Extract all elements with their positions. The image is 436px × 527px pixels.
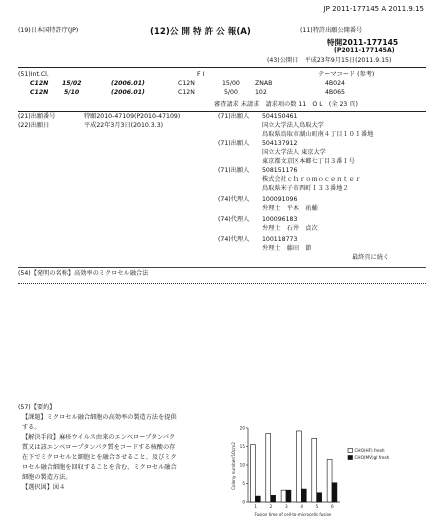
filing-date: 平成22年3月3日(2010.3.3) [84, 122, 164, 129]
party-name: 国立大学法人鳥取大学 [262, 122, 324, 129]
party-id: 504150461 [262, 113, 298, 120]
ipc-subgroup: 5/10 [64, 89, 80, 96]
application-number: 特願2010-47109(P2010-47109) [84, 113, 181, 120]
examination-line: 審査請求 未請求 請求項の数 11 O L (全 23 頁) [214, 101, 358, 108]
bar [271, 495, 276, 502]
party-name: 株式会社ｃｈｒｏｍｏｃｅｎｔｅｒ [262, 176, 361, 183]
party-role-label: (71)出願人 [218, 167, 250, 174]
party-role-label: (74)代理人 [218, 236, 250, 243]
ipc-version: (2006.01) [111, 89, 145, 96]
continued-note: 最終頁に続く [352, 254, 390, 261]
y-tick-label: 0 [242, 499, 245, 505]
country-label: (19)日本国特許庁(JP) [18, 27, 79, 34]
legend-swatch [348, 456, 353, 460]
party-address: 鳥取県鳥取市湖山町南４丁目１０１番地 [262, 131, 374, 138]
header-rule [18, 67, 426, 68]
party-name: 国立大学法人 東京大学 [262, 149, 326, 156]
publication-date: (43)公開日 平成23年9月15日(2011.9.15) [267, 57, 392, 64]
ipc-subgroup: 15/02 [62, 80, 82, 87]
document-kind-title: (12)公 開 特 許 公 報(A) [150, 27, 251, 37]
party-address: 鳥取県米子市西町１３３番地２ [262, 185, 349, 192]
fi-code: C12N [178, 80, 195, 87]
fi-suffix: 102 [255, 89, 267, 96]
theme-code: 4B024 [325, 80, 345, 87]
bar [312, 438, 317, 502]
y-tick-label: 15 [239, 444, 245, 449]
x-tick-label: 3 [284, 504, 288, 509]
party-name: 弁理士 藤田 節 [262, 245, 312, 252]
abstract-line: 【課題】ミクロセル融合細胞の高効率の製造方法を提供 [22, 414, 177, 421]
abstract-line: 【解決手段】麻疹ウイルス由来のエンベロープタンパク [22, 434, 176, 441]
y-tick-label: 10 [239, 462, 245, 468]
party-id: 100096183 [262, 216, 298, 223]
fi-subgroup: 15/00 [222, 80, 240, 87]
party-role-label: (74)代理人 [218, 196, 250, 203]
party-id: 100091096 [262, 196, 298, 203]
fi-subgroup: 5/00 [224, 89, 238, 96]
party-name: 弁理士 石井 貞次 [262, 225, 318, 232]
fi-code: C12N [178, 89, 195, 96]
x-tick-label: 1 [254, 504, 258, 509]
party-name: 弁理士 平木 祐輔 [262, 205, 318, 212]
bar [250, 445, 255, 502]
party-role-label: (71)出願人 [218, 113, 250, 120]
x-tick-label: 5 [315, 504, 319, 509]
filing-date-label: (22)出願日 [18, 122, 50, 129]
classification-rule [18, 111, 426, 112]
invention-title: (54)【発明の名称】高効率のミクロセル融合法 [18, 270, 149, 277]
party-id: 100118773 [262, 236, 298, 243]
party-id: 508151176 [262, 167, 298, 174]
ipc-code: C12N [30, 89, 49, 96]
fi-label: F I [197, 71, 205, 78]
publication-number-alt: (P2011-177145A) [334, 47, 395, 54]
party-address: 東京都文京区本郷七丁目３番１号 [262, 158, 355, 165]
legend-label: CHO(MV)gl fresh [354, 455, 390, 460]
int-cl-label: (51)Int.Cl. [18, 71, 49, 78]
abstract-line: 在下でミクロセルと細胞とを融合させること、及びミク [22, 454, 177, 461]
abstract-line: 細胞の製造方法。 [22, 474, 72, 481]
ipc-version: (2006.01) [111, 80, 145, 87]
title-rule-top [18, 267, 426, 268]
party-id: 504137912 [262, 140, 298, 147]
legend-label: CHO(HF) fresh [354, 448, 385, 453]
abstract-line: ロセル融合細胞を回収することを含む、ミクロセル融合 [22, 464, 177, 471]
y-tick-label: 20 [239, 425, 245, 431]
x-axis-label: Fusion time of cell-to-microcells fusion [254, 512, 332, 517]
legend-swatch [348, 449, 353, 453]
x-tick-label: 6 [330, 504, 334, 509]
application-number-label: (21)出願番号 [18, 113, 56, 120]
x-tick-label: 2 [269, 504, 273, 509]
bar [255, 496, 260, 502]
publication-number-label: (11)特許出願公開番号 [300, 27, 363, 34]
theme-code: 4B065 [325, 89, 345, 96]
party-role-label: (74)代理人 [218, 216, 250, 223]
title-rule-bottom [18, 283, 426, 284]
party-role-label: (71)出願人 [218, 140, 250, 147]
abstract-line: する。 [22, 424, 41, 431]
bar [296, 431, 301, 502]
figure-4-chart [226, 418, 428, 518]
bar [266, 434, 271, 502]
ipc-code: C12N [30, 80, 49, 87]
abstract-line: 【選択図】図４ [22, 484, 66, 491]
bar [327, 459, 332, 502]
publication-line: JP 2011-177145 A 2011.9.15 [323, 5, 424, 13]
bar [317, 493, 322, 502]
theme-code-label: テーマコード (参考) [318, 71, 375, 78]
bar [332, 483, 337, 502]
y-tick-label: 5 [242, 481, 245, 486]
bar [286, 490, 291, 502]
y-axis-label: Colony number/10cm2 [231, 442, 236, 490]
abstract-line: 質又は該エンベロープタンパク質をコードする核酸の存 [22, 444, 176, 451]
bar [281, 490, 286, 502]
abstract-heading: (57)【要約】 [18, 404, 56, 411]
bar [301, 489, 306, 502]
publication-number: 特開2011-177145 [327, 38, 399, 47]
fi-suffix: ZNAB [255, 80, 273, 87]
x-tick-label: 4 [300, 504, 304, 509]
